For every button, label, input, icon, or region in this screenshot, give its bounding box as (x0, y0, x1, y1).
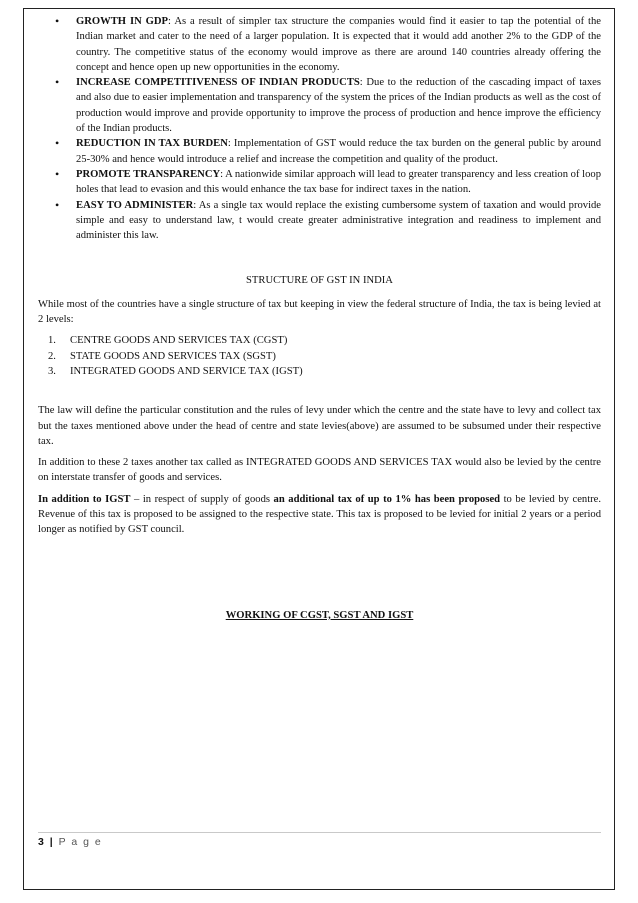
bullet-icon: • (55, 166, 60, 181)
bullet-text: : As a single tax would replace the existing cumbersome system of taxation and would provide simple and easy to understand law, t would create greater administrative integration and readiness to implement and administer this law. (76, 199, 602, 242)
list-item (38, 136, 601, 167)
bullet-text: : As a result of simpler tax structure the companies would find it easier to tap the potential of the Indian market and cater to the need of a larger population. It is expected that it would add another 2% to the GDP of the country. The competitive status of the economy would improve as there are around 140 countries already offering the concept and hence open up new opportunities in the economy. (76, 16, 601, 73)
additional-tax-paragraph (38, 492, 601, 538)
bullet-heading: EASY TO ADMINISTER (76, 199, 194, 211)
list-number: 1. (48, 335, 56, 347)
list-item (38, 75, 601, 136)
law-paragraph: The law will define the particular constitution and the rules of levy under which the centre and the state have to levy and collect tax but the taxes mentioned above under the head of centre and state levies(above) are assumed to be subsumed under their respective tax. (38, 405, 601, 447)
bullet-text: : Due to the reduction of the cascading impact of taxes and also due to easier implementation and transparency of the system the prices of the Indian products as well as the cost of production would improve and provide opportunity to improve the process of production and hence improve the efficiency of the Indian products. (76, 77, 601, 135)
structure-intro: While most of the countries have a single structure of tax but keeping in view the federal structure of India, the tax is being levied at 2 levels: (38, 298, 601, 326)
list-number: 3. (48, 365, 56, 377)
footer-separator: | (49, 836, 55, 848)
bold-emphasis: an additional tax of up to 1% has been proposed (273, 493, 501, 505)
list-text: INTEGRATED GOODS AND SERVICE TAX (IGST) (70, 365, 303, 377)
bold-lead: In addition to IGST (38, 493, 131, 505)
bullet-icon: • (55, 136, 60, 151)
paragraph-text: – in respect of supply of goods (130, 493, 274, 505)
list-item (38, 167, 601, 198)
bullet-icon: • (55, 197, 60, 212)
levels-list (38, 333, 601, 379)
bullet-text: : A nationwide similar approach will lead to greater transparency and less creation of loop holes that lead to evasion and this would enhance the tax base for indirect taxes in the nation. (76, 168, 601, 196)
bullet-heading: REDUCTION IN TAX BURDEN (76, 138, 228, 150)
bullet-icon: • (55, 75, 60, 90)
list-item (48, 333, 601, 348)
page-number: 3 (38, 836, 46, 848)
igst-paragraph: In addition to these 2 taxes another tax called as INTEGRATED GOODS AND SERVICES TAX would also be levied by the centre on interstate transfer of goods and services. (38, 457, 601, 484)
bullet-heading: INCREASE COMPETITIVENESS OF INDIAN PRODUCTS (76, 77, 360, 89)
paragraph-text: to be levied by centre. Revenue of this tax is proposed to be assigned to the respective state. This tax is proposed to be levied for initial 2 years or a period longer as notified by GST council. (38, 493, 602, 536)
bullet-text: : Implementation of GST would reduce the tax burden on the general public by around 25-30% and hence would introduce a relief and increase the competition and quality of the product. (76, 138, 601, 165)
bullet-heading: GROWTH IN GDP (76, 16, 169, 27)
page-label: P a g e (58, 836, 103, 848)
list-item (38, 14, 601, 75)
structure-title: STRUCTURE OF GST IN INDIA (246, 275, 393, 287)
bullet-icon: • (55, 14, 60, 28)
list-text: STATE GOODS AND SERVICES TAX (SGST) (70, 350, 276, 362)
list-item (48, 349, 601, 364)
list-number: 2. (48, 350, 56, 362)
list-item (48, 364, 601, 379)
footer-divider (38, 832, 601, 833)
page-content (38, 14, 601, 623)
benefits-list (38, 14, 601, 243)
list-item (38, 198, 601, 244)
working-title: WORKING OF CGST, SGST AND IGST (225, 609, 414, 621)
bullet-heading: PROMOTE TRANSPARENCY (76, 168, 221, 180)
list-text: CENTRE GOODS AND SERVICES TAX (CGST) (70, 335, 288, 347)
page-footer (38, 836, 102, 848)
